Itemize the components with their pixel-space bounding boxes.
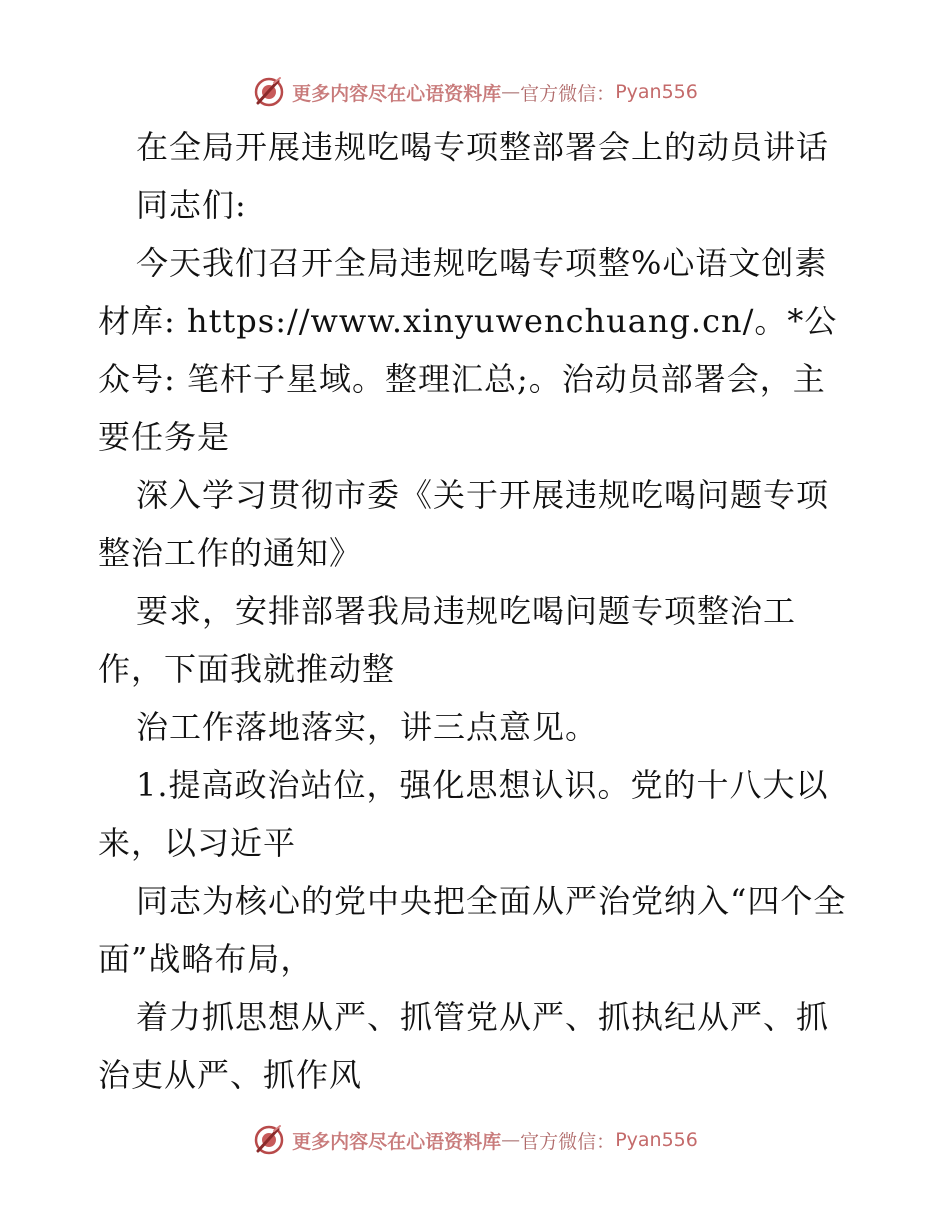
- watermark-label: 官方微信：: [520, 1130, 616, 1153]
- paragraph: 治工作落地落实，讲三点意见。: [136, 708, 599, 746]
- watermark-wechat-id: Pyan556: [615, 1129, 698, 1151]
- brush-logo-icon: [252, 75, 286, 109]
- paragraph: 要求，安排部署我局违规吃喝问题专项整治工作，下面我就推动整: [98, 592, 797, 688]
- watermark-label: 官方微信：: [520, 82, 616, 105]
- watermark-wechat-id: Pyan556: [615, 81, 698, 103]
- paragraph: 今天我们召开全局违规吃喝专项整%心语文创素材库: https://www.xinyuwenchuang.cn/。*公众号: 笔杆子星域。整理汇总;。治动员部署会，主要任务是: [98, 244, 838, 456]
- salutation: 同志们:: [136, 186, 247, 224]
- watermark-separator: —: [501, 81, 521, 103]
- paragraph: 同志为核心的党中央把全面从严治党纳入“四个全面”战略布局，: [98, 882, 847, 978]
- watermark-main-text: 更多内容尽在心语资料库: [292, 82, 502, 105]
- paragraph: 1.提高政治站位，强化思想认识。党的十八大以来，以习近平: [98, 766, 829, 862]
- header-watermark: [0, 72, 950, 112]
- watermark-main-text: 更多内容尽在心语资料库: [292, 1130, 502, 1153]
- document-body: [98, 118, 858, 1104]
- paragraph: 深入学习贯彻市委《关于开展违规吃喝问题专项整治工作的通知》: [98, 476, 830, 572]
- brush-logo-icon: [252, 1123, 286, 1157]
- watermark-separator: —: [501, 1129, 521, 1151]
- footer-watermark: [0, 1120, 950, 1160]
- document-title: 在全局开展违规吃喝专项整部署会上的动员讲话: [136, 128, 830, 166]
- paragraph: 着力抓思想从严、抓管党从严、抓执纪从严、抓治吏从严、抓作风: [98, 998, 830, 1094]
